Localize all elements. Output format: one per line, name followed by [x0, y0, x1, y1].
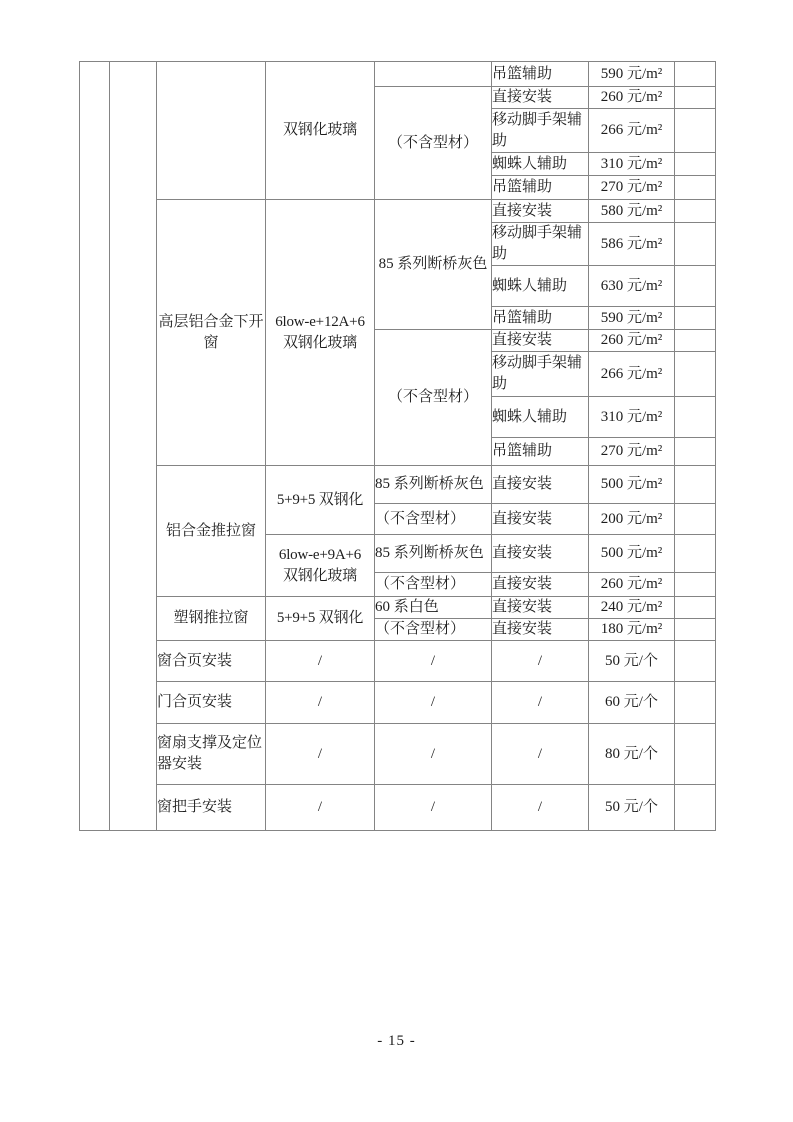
- right-empty-cell: [675, 330, 716, 352]
- price-cell: 260 元/m²: [589, 330, 675, 352]
- price-cell: 270 元/m²: [589, 176, 675, 200]
- series-cell: （不含型材）: [375, 87, 492, 200]
- glass-spec-cell: 5+9+5 双钢化: [266, 597, 375, 641]
- install-method-cell: /: [492, 682, 589, 724]
- series-cell: （不含型材）: [375, 330, 492, 466]
- price-cell: 260 元/m²: [589, 573, 675, 597]
- price-cell: 586 元/m²: [589, 223, 675, 266]
- install-method-cell: 直接安装: [492, 330, 589, 352]
- install-method-cell: 蜘蛛人辅助: [492, 266, 589, 307]
- install-method-cell: 直接安装: [492, 573, 589, 597]
- price-cell: 500 元/m²: [589, 535, 675, 573]
- price-cell: 580 元/m²: [589, 200, 675, 223]
- price-cell: 50 元/个: [589, 785, 675, 831]
- right-empty-cell: [675, 438, 716, 466]
- product-cell: 窗合页安装: [157, 641, 266, 682]
- series-cell: （不含型材）: [375, 504, 492, 535]
- series-cell: /: [375, 724, 492, 785]
- right-empty-cell: [675, 466, 716, 504]
- series-cell-continued: [375, 62, 492, 87]
- price-cell: 260 元/m²: [589, 87, 675, 109]
- right-empty-cell: [675, 619, 716, 641]
- product-cell: 窗把手安装: [157, 785, 266, 831]
- right-empty-cell: [675, 153, 716, 176]
- install-method-cell: 移动脚手架辅助: [492, 352, 589, 397]
- margin-column-a-cell: [80, 62, 110, 831]
- install-method-cell: 吊篮辅助: [492, 62, 589, 87]
- price-cell: 266 元/m²: [589, 352, 675, 397]
- price-cell: 630 元/m²: [589, 266, 675, 307]
- install-method-cell: 蜘蛛人辅助: [492, 397, 589, 438]
- right-empty-cell: [675, 682, 716, 724]
- series-cell: （不含型材）: [375, 573, 492, 597]
- glass-spec-cell: 6low-e+9A+6 双钢化玻璃: [266, 535, 375, 597]
- series-cell: 85 系列断桥灰色: [375, 200, 492, 330]
- price-cell: 590 元/m²: [589, 307, 675, 330]
- right-empty-cell: [675, 266, 716, 307]
- right-empty-cell: [675, 504, 716, 535]
- product-cell: 高层铝合金下开窗: [157, 200, 266, 466]
- pricing-table: [79, 61, 716, 831]
- right-empty-cell: [675, 641, 716, 682]
- right-empty-cell: [675, 307, 716, 330]
- right-empty-cell: [675, 223, 716, 266]
- glass-spec-cell: /: [266, 641, 375, 682]
- install-method-cell: 直接安装: [492, 504, 589, 535]
- right-empty-cell: [675, 87, 716, 109]
- glass-spec-cell: 6low-e+12A+6 双钢化玻璃: [266, 200, 375, 466]
- install-method-cell: 移动脚手架辅助: [492, 109, 589, 153]
- install-method-cell: /: [492, 785, 589, 831]
- install-method-cell: 吊篮辅助: [492, 176, 589, 200]
- install-method-cell: 直接安装: [492, 535, 589, 573]
- series-cell: 85 系列断桥灰色: [375, 466, 492, 504]
- glass-spec-cell: /: [266, 682, 375, 724]
- install-method-cell: 直接安装: [492, 200, 589, 223]
- price-cell: 590 元/m²: [589, 62, 675, 87]
- product-cell: 窗扇支撑及定位器安装: [157, 724, 266, 785]
- right-empty-cell: [675, 200, 716, 223]
- price-cell: 310 元/m²: [589, 397, 675, 438]
- price-cell: 270 元/m²: [589, 438, 675, 466]
- price-cell: 266 元/m²: [589, 109, 675, 153]
- price-cell: 50 元/个: [589, 641, 675, 682]
- product-cell: 门合页安装: [157, 682, 266, 724]
- series-cell: （不含型材）: [375, 619, 492, 641]
- right-empty-cell: [675, 597, 716, 619]
- product-cell: 塑钢推拉窗: [157, 597, 266, 641]
- price-cell: 310 元/m²: [589, 153, 675, 176]
- install-method-cell: 移动脚手架辅助: [492, 223, 589, 266]
- install-method-cell: 直接安装: [492, 87, 589, 109]
- install-method-cell: 吊篮辅助: [492, 307, 589, 330]
- install-method-cell: /: [492, 641, 589, 682]
- right-empty-cell: [675, 176, 716, 200]
- price-cell: 180 元/m²: [589, 619, 675, 641]
- right-empty-cell: [675, 109, 716, 153]
- price-cell: 60 元/个: [589, 682, 675, 724]
- right-empty-cell: [675, 352, 716, 397]
- product-cell: 铝合金推拉窗: [157, 466, 266, 597]
- right-empty-cell: [675, 62, 716, 87]
- install-method-cell: 吊篮辅助: [492, 438, 589, 466]
- install-method-cell: 直接安装: [492, 597, 589, 619]
- product-cell-continued: [157, 62, 266, 200]
- right-empty-cell: [675, 397, 716, 438]
- glass-spec-cell: /: [266, 785, 375, 831]
- series-cell: /: [375, 682, 492, 724]
- glass-spec-cell: 5+9+5 双钢化: [266, 466, 375, 535]
- right-empty-cell: [675, 724, 716, 785]
- install-method-cell: 直接安装: [492, 466, 589, 504]
- glass-spec-cell: 双钢化玻璃: [266, 62, 375, 200]
- price-cell: 240 元/m²: [589, 597, 675, 619]
- page-number: - 15 -: [377, 1033, 416, 1049]
- price-cell: 500 元/m²: [589, 466, 675, 504]
- install-method-cell: 直接安装: [492, 619, 589, 641]
- margin-column-b-cell: [110, 62, 157, 831]
- price-cell: 200 元/m²: [589, 504, 675, 535]
- series-cell: /: [375, 641, 492, 682]
- install-method-cell: 蜘蛛人辅助: [492, 153, 589, 176]
- right-empty-cell: [675, 573, 716, 597]
- glass-spec-cell: /: [266, 724, 375, 785]
- price-cell: 80 元/个: [589, 724, 675, 785]
- install-method-cell: /: [492, 724, 589, 785]
- series-cell: 60 系白色: [375, 597, 492, 619]
- right-empty-cell: [675, 535, 716, 573]
- series-cell: 85 系列断桥灰色: [375, 535, 492, 573]
- right-empty-cell: [675, 785, 716, 831]
- series-cell: /: [375, 785, 492, 831]
